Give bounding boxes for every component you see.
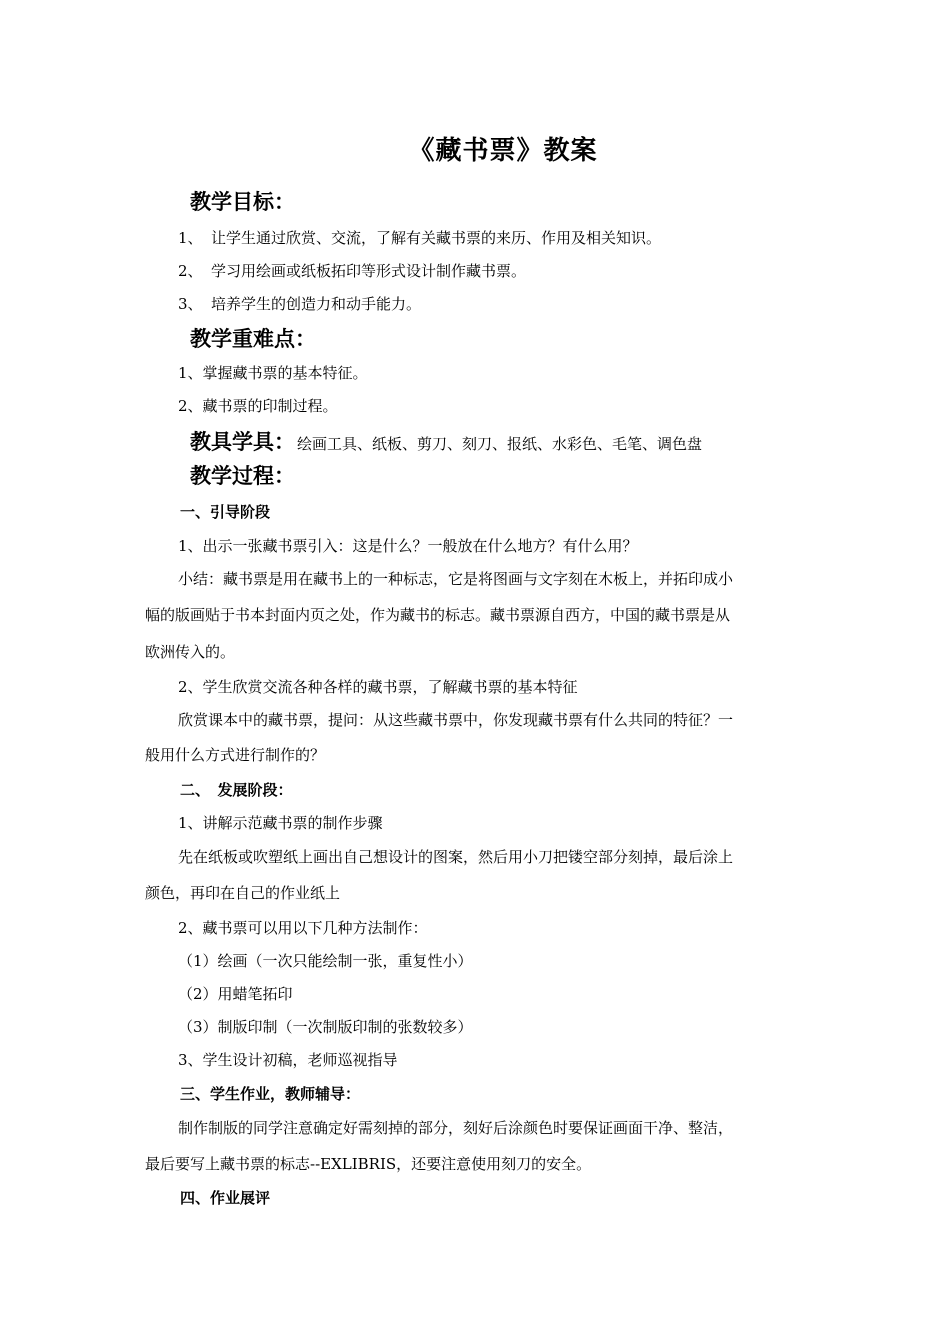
stage-1-paragraph-1: 1、出示一张藏书票引入：这是什么？一般放在什么地方？有什么用？ [178,537,638,555]
tools-heading: 教具学具： 绘画工具、纸板、剪刀、刻刀、报纸、水彩色、毛笔、调色盘 [190,429,703,454]
key-point-2: 2、藏书票的印制过程。 [178,397,338,415]
stage-3-title: 三、学生作业，教师辅导： [180,1085,361,1103]
document-title: 《藏书票》教案 [408,136,598,166]
stage-1-question-line-1: 欣赏课本中的藏书票，提问：从这些藏书票中，你发现藏书票有什么共同的特征？一 [178,711,734,729]
key-points-heading: 教学重难点： [190,326,316,351]
tools-list: 绘画工具、纸板、剪刀、刻刀、报纸、水彩色、毛笔、调色盘 [297,435,703,453]
objective-item-3: 3、 培养学生的创造力和动手能力。 [178,295,422,313]
key-point-1: 1、掌握藏书票的基本特征。 [178,364,368,382]
stage-1-question-line-2: 般用什么方式进行制作的？ [145,746,326,764]
stage-2-method-1: （1）绘画（一次只能绘制一张，重复性小） [178,952,473,970]
stage-2-steps-line-1: 先在纸板或吹塑纸上画出自己想设计的图案，然后用小刀把镂空部分刻掉，最后涂上 [178,848,734,866]
stage-2-steps-line-2: 颜色，再印在自己的作业纸上 [145,884,341,902]
stage-2-title: 二、 发展阶段： [180,781,293,799]
objectives-heading: 教学目标： [190,189,295,214]
stage-2-paragraph-3: 2、藏书票可以用以下几种方法制作： [178,919,428,937]
process-heading: 教学过程： [190,463,295,488]
stage-1-summary-line-3: 欧洲传入的。 [145,643,236,661]
stage-1-summary-line-2: 幅的版画贴于书本封面内页之处，作为藏书的标志。藏书票源自西方，中国的藏书票是从 [145,606,731,624]
objective-item-2: 2、 学习用绘画或纸板拓印等形式设计制作藏书票。 [178,262,527,280]
stage-2-method-3: （3）制版印制（一次制版印制的张数较多） [178,1018,473,1036]
stage-2-paragraph-4: 3、学生设计初稿，老师巡视指导 [178,1051,398,1069]
stage-4-title: 四、作业展评 [180,1189,271,1207]
stage-2-method-2: （2）用蜡笔拓印 [178,985,293,1003]
stage-3-line-1: 制作制版的同学注意确定好需刻掉的部分，刻好后涂颜色时要保证画面干净、整洁， [178,1119,734,1137]
stage-1-summary-line-1: 小结：藏书票是用在藏书上的一种标志，它是将图画与文字刻在木板上，并拓印成小 [178,570,734,588]
objective-item-1: 1、 让学生通过欣赏、交流，了解有关藏书票的来历、作用及相关知识。 [178,229,662,247]
stage-2-paragraph-1: 1、讲解示范藏书票的制作步骤 [178,814,383,832]
stage-1-paragraph-3: 2、学生欣赏交流各种各样的藏书票，了解藏书票的基本特征 [178,678,578,696]
stage-3-line-2: 最后要写上藏书票的标志--EXLIBRIS，还要注意使用刻刀的安全。 [145,1155,592,1173]
stage-1-title: 一、引导阶段 [180,503,271,521]
